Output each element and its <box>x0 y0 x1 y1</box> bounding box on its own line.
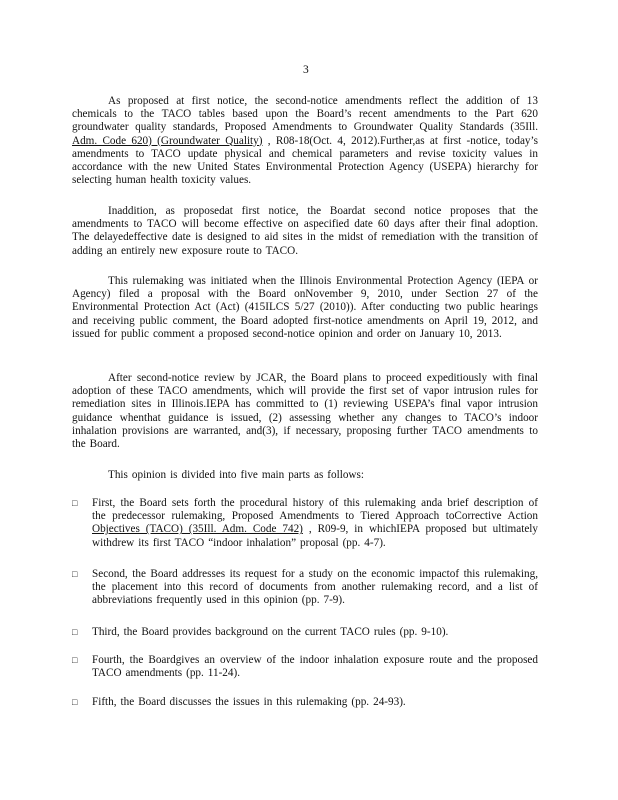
bullet-square-icon: □ <box>72 697 78 707</box>
bullet-square-icon: □ <box>72 569 78 579</box>
citation-taco: Objectives (TACO) (35Ill. Adm. Code 742) <box>92 523 303 536</box>
bullet-square-icon: □ <box>72 627 78 637</box>
paragraph-3: This rulemaking was initiated when the Illinois Environmental Protection Agency (IEPA or Agency) filed a proposal with the Board onNovember 9, 2010, under Section 27 of the Environmental Protection Act (Act) (415ILCS 5/27 (2010)). After conducting two public hearings and receiving public comment, the Board adopted first-notice amendments on April 19, 2012, and issued for public comment a proposed second-notice opinion and order on January 10, 2013. <box>72 275 538 340</box>
paragraph-1: As proposed at first notice, the second-notice amendments reflect the addition of 13 chemicals to the TACO tables based upon the Board’s recent amendments to the Part 620 groundwater quality standards, Proposed Amendments to Groundwater Quality Standards (35Ill. Adm. Code 620) (Groundwater Quality) , R08-18(Oct. 4, 2012).Further,as at first -notice, today’s amendments to TACO update physical and chemical parameters and revise toxicity values in accordance with the new United States Environmental Protection Agency (USEPA) hierarchy for selecting human health toxicity values. <box>72 95 538 187</box>
citation-groundwater-quality: Adm. Code 620) (Groundwater Quality) <box>72 134 263 147</box>
bullet-square-icon: □ <box>72 498 78 508</box>
bullet-square-icon: □ <box>72 655 78 665</box>
document-page: 3 As proposed at first notice, the second-notice amendments reflect the addition of 13 chemicals to the TACO tables based upon the Board’s recent amendments to the Part 620 groundwater quality standards, Proposed Amendments to Groundwater Quality Standards (35Ill. Adm. Code 620) (Groundwater Quality) , R08-18(Oct. 4, 2012).Further,as at first -notice, today’s amendments to TACO update physical and chemical parameters and revise toxicity values in accordance with the new United States Environmental Protection Agency (USEPA) hierarchy for selecting human health toxicity values. Inaddition, as proposedat first notice, the Boardat second notice proposes that the amendments to TACO will become effective on aspecified date 60 days after their final adoption. The delayedeffective date is designed to aid sites in the midst of remediation with the transition of adding an entirely new exposure route to TACO. This rulemaking was initiated when the Illinois Environmental Protection Agency (IEPA or Agency) filed a proposal with the Board onNovember 9, 2010, under Section 27 of the Environmental Protection Act (Act) (415ILCS 5/27 (2010)). After conducting two public hearings and receiving public comment, the Board adopted first-notice amendments on April 19, 2012, and issued for public comment a proposed second-notice opinion and order on January 10, 2013. After second-notice review by JCAR, the Board plans to proceed expeditiously with final adoption of these TACO amendments, which will provide the first set of vapor intrusion rules for remediation sites in Illinois.IEPA has committed to (1) reviewing USEPA’s final vapor intrusion guidance whenthat guidance is issued, (2) assessing whether any changes to TACO’s indoor inhalation provisions are warranted, and(3), if necessary, proposing further TACO amendments to the Board. This opinion is divided into five main parts as follows: □ First, the Board sets forth the procedural history of this rulemaking anda brief description of the predecessor rulemaking, Proposed Amendments to Tiered Approach toCorrective Action Objectives (TACO) (35Ill. Adm. Code 742) , R09-9, in whichIEPA proposed but ultimately withdrew its first TACO “indoor inhalation” proposal (pp. 4-7). □ Second, the Board addresses its request for a study on the economic impactof this rulemaking, the placement into this record of documents from another rulemaking record, and a list of abbreviations frequently used in this opinion (pp. 7-9). □ Third, the Board provides background on the current TACO rules (pp. 9-10). □ Fourth, the Boardgives an overview of the indoor inhalation exposure route and the proposed TACO amendments (pp. 11-24). □ Fifth, the Board discusses the issues in this rulemaking (pp. 24-93). <box>72 64 539 708</box>
paragraph-5: This opinion is divided into five main parts as follows: <box>108 469 364 481</box>
paragraph-4: After second-notice review by JCAR, the Board plans to proceed expeditiously with final adoption of these TACO amendments, which will provide the first set of vapor intrusion rules for remediation sites in Illinois.IEPA has committed to (1) reviewing USEPA’s final vapor intrusion guidance whenthat guidance is issued, (2) assessing whether any changes to TACO’s indoor inhalation provisions are warranted, and(3), if necessary, proposing further TACO amendments to the Board. <box>72 372 538 451</box>
page-number: 3 <box>303 64 309 76</box>
paragraph-2: Inaddition, as proposedat first notice, the Boardat second notice proposes that the amendments to TACO will become effective on aspecified date 60 days after their final adoption. The delayedeffective date is designed to aid sites in the midst of remediation with the transition of adding an entirely new exposure route to TACO. <box>72 205 538 257</box>
